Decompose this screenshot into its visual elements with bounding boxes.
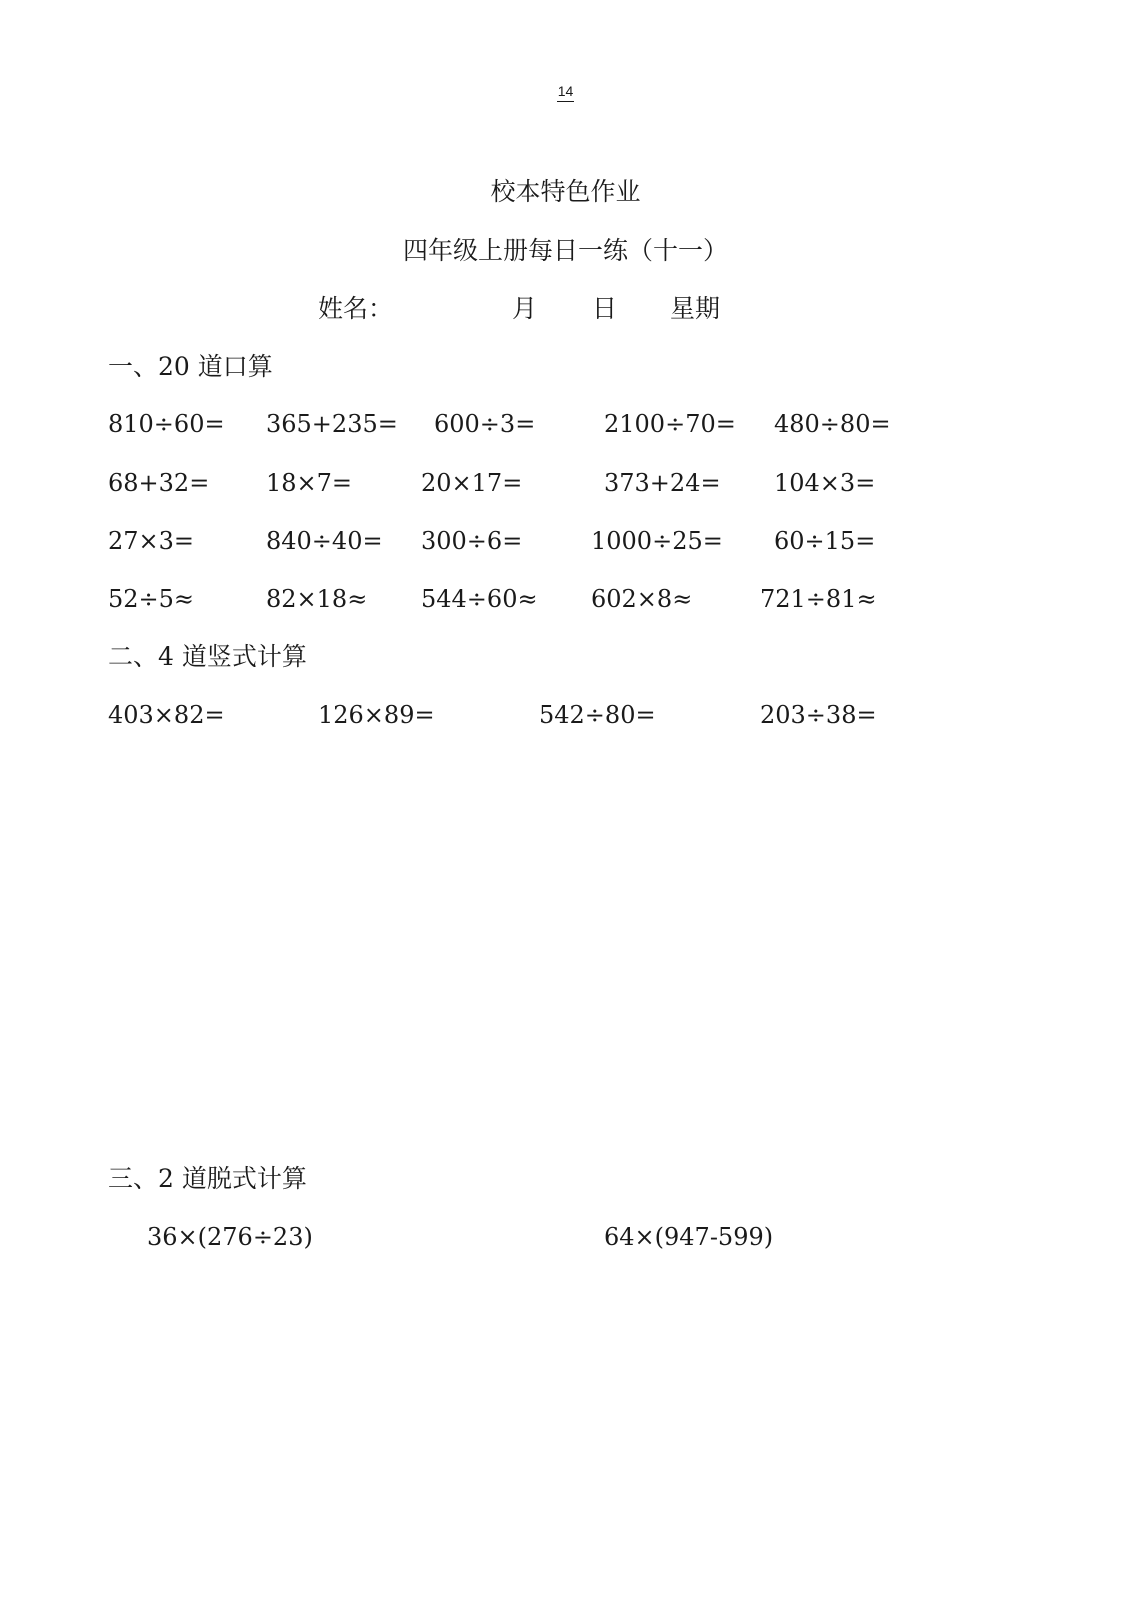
oral-problem: 602×8≈ — [591, 585, 693, 613]
oral-problem: 2100÷70= — [604, 410, 736, 438]
oral-problem: 544÷60≈ — [421, 585, 538, 613]
section-3-heading: 三、2 道脱式计算 — [108, 1164, 307, 1193]
oral-problem: 68+32= — [108, 469, 210, 497]
oral-problem: 104×3= — [774, 469, 876, 497]
vertical-problem: 403×82= — [108, 701, 225, 729]
oral-problem: 20×17= — [421, 469, 523, 497]
oral-problem: 27×3= — [108, 527, 195, 555]
oral-problem: 82×18≈ — [266, 585, 368, 613]
oral-problem: 721÷81≈ — [760, 585, 877, 613]
section-1-heading: 一、20 道口算 — [108, 352, 273, 381]
vertical-problem: 126×89= — [318, 701, 435, 729]
section-2-heading: 二、4 道竖式计算 — [108, 642, 307, 671]
oral-problem: 600÷3= — [434, 410, 536, 438]
stepwise-problem: 64×(947-599) — [604, 1223, 774, 1251]
oral-problem: 373+24= — [604, 469, 721, 497]
oral-problem: 18×7= — [266, 469, 353, 497]
name-label: 姓名： — [318, 294, 394, 323]
oral-problem: 810÷60= — [108, 410, 225, 438]
stepwise-problem: 36×(276÷23) — [147, 1223, 313, 1251]
oral-problem: 480÷80= — [774, 410, 891, 438]
oral-problem: 365+235= — [266, 410, 398, 438]
oral-problem: 1000÷25= — [591, 527, 723, 555]
oral-problem: 300÷6= — [421, 527, 523, 555]
oral-problem: 60÷15= — [774, 527, 876, 555]
weekday-label: 星期 — [670, 294, 721, 323]
oral-problem: 840÷40= — [266, 527, 383, 555]
page-number: 14 — [0, 82, 1131, 102]
oral-problem: 52÷5≈ — [108, 585, 195, 613]
month-label: 月 — [512, 294, 538, 323]
vertical-problem: 203÷38= — [760, 701, 877, 729]
vertical-problem: 542÷80= — [539, 701, 656, 729]
worksheet-title: 校本特色作业 — [490, 177, 641, 206]
day-label: 日 — [592, 294, 618, 323]
worksheet-subtitle: 四年级上册每日一练（十一） — [402, 236, 728, 265]
